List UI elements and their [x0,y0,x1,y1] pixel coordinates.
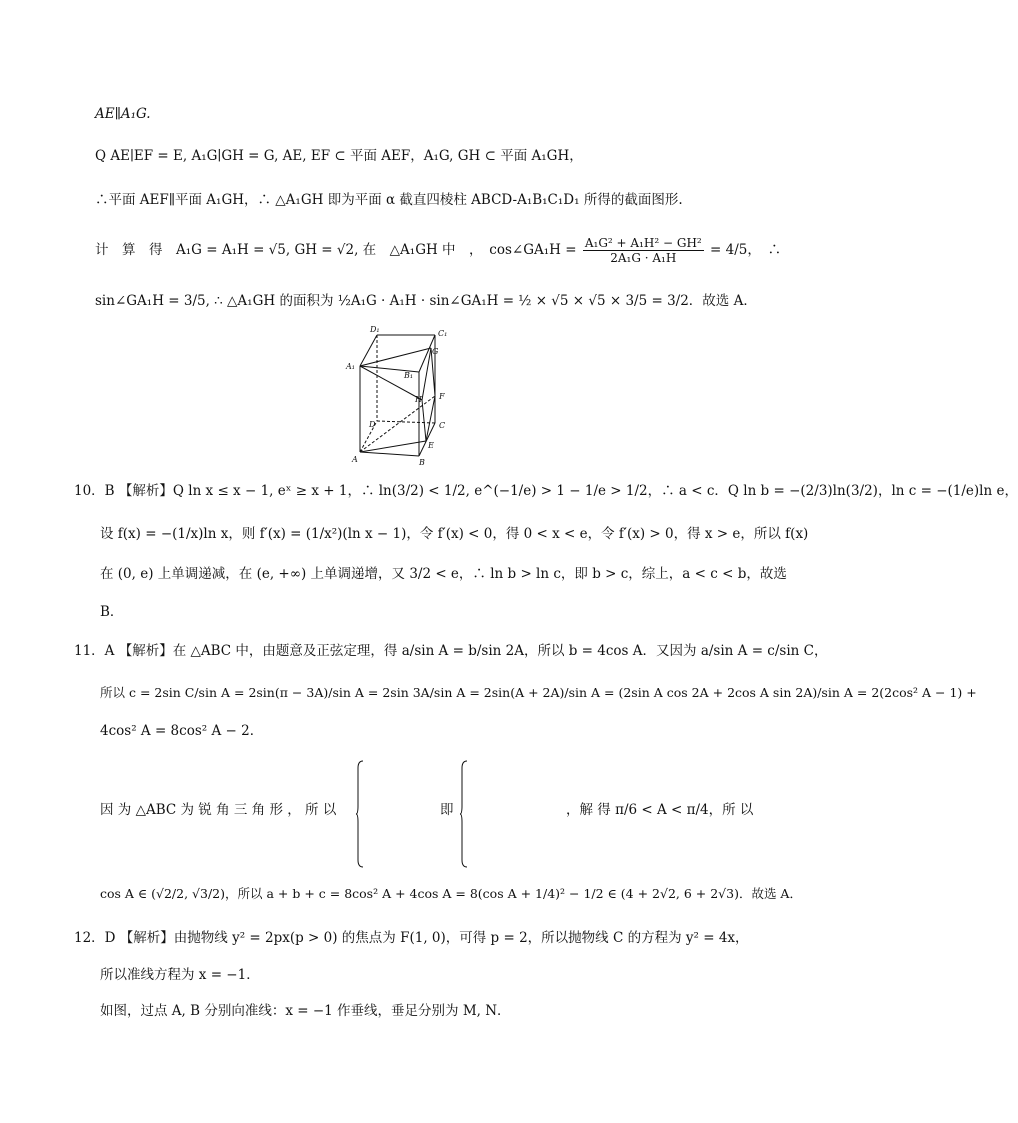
edge-bc [419,423,435,456]
label-d: D [369,420,376,429]
label-e: E [428,441,434,450]
q11-solve-text: ，解 得 π/6 < A < π/4，所 以 [566,802,754,818]
segment-fe [426,396,435,441]
line-intersections: Q AE∣EF = E, A₁G∣GH = G, AE, EF ⊂ 平面 AEF，A₁G, GH ⊂ 平面 A₁GH， [95,148,583,164]
cosine-denominator: 2A₁G · A₁H [610,251,677,265]
q11-line-3: 4cos² A = 8cos² A − 2． [100,723,264,739]
q12-line-1: 12．D 【解析】由抛物线 y² = 2px(p > 0) 的焦点为 F(1, 0)，可得 p = 2，所以抛物线 C 的方程为 y² = 4x， [74,930,749,946]
segment-he [422,400,426,441]
label-c: C [439,421,446,430]
line-cosine-calc [95,236,781,265]
cosine-result: = 4/5， ∴ [710,242,782,258]
cosine-fraction [583,236,704,265]
label-a1: A₁ [346,362,355,371]
line-plane-parallel: ∴平面 AEF∥平面 A₁GH，∴ △A₁GH 即为平面 α 截直四棱柱 ABCD-A₁B₁C₁D₁ 所得的截面图形. [95,192,683,208]
cosine-calc-text: 计 算 得 A₁G = A₁H = √5, GH = √2, 在 △A₁GH 中 ， cos∠GA₁H = [95,242,577,258]
q10-line-1: 10．B 【解析】Q ln x ≤ x − 1, eˣ ≥ x + 1，∴ ln(3/2) < 1/2, e^(−1/e) > 1 − 1/e > 1/2，∴ a < c．Q ln b = −(2/3)ln(3/2)，ln c = −(1/e)ln e， [74,483,1018,499]
edge-dc [377,421,435,423]
q11-acute-text: 因 为 △ABC 为 锐 角 三 角 形 ， 所 以 [100,802,337,818]
q12-line-3: 如图，过点 A, B 分别向准线：x = −1 作垂线，垂足分别为 M, N． [100,1003,511,1019]
segment-ae [360,441,426,452]
edge-a1d1 [360,335,377,366]
label-h: H [415,395,422,404]
q10-line-2: 设 f(x) = −(1/x)ln x，则 f′(x) = (1/x²)(ln x − 1)，令 f′(x) < 0，得 0 < x < e，令 f′(x) > 0，得 x > e，所以 f(x) [100,526,809,542]
label-c1: C₁ [438,329,448,338]
label-b: B [419,458,425,467]
q11-line-1: 11．A 【解析】在 △ABC 中，由题意及正弦定理，得 a/sin A = b/sin 2A，所以 b = 4cos A．又因为 a/sin A = c/sin C， [74,643,828,659]
cosine-numerator: A₁G² + A₁H² − GH² [584,236,702,250]
label-d1: D₁ [370,325,380,334]
q10-line-4: B． [100,604,124,620]
q10-line-3: 在 (0, e) 上单调递减，在 (e, +∞) 上单调递增，又 3/2 < e，∴ ln b > ln c，即 b > c，综上，a < c < b，故选 [100,566,787,582]
segment-a1g [360,348,431,366]
line-ae-parallel: AE∥A₁G. [95,106,151,122]
label-f: F [439,392,445,401]
prism-figure [340,323,460,465]
label-b1: B₁ [404,371,414,380]
q11-line-2: 所以 c = 2sin C/sin A = 2sin(π − 3A)/sin A = 2sin 3A/sin A = 2sin(A + 2A)/sin A = (2sin A cos 2A + 2cos A sin 2A)/sin A = 2(2cos² A − 1) + [100,685,977,700]
q11-ji-text: 即 [440,802,454,818]
q11-system-1 [356,760,446,868]
q11-line-5: cos A ∈ (√2/2, √3/2)，所以 a + b + c = 8cos² A + 4cos A = 8(cos A + 1/4)² − 1/2 ∈ (4 + 2√2, 6 + 2√3)．故选 A． [100,886,802,901]
label-a: A [352,455,358,464]
brace-2-icon [460,760,468,868]
brace-1-icon [356,760,364,868]
line-area-result: sin∠GA₁H = 3/5, ∴ △A₁GH 的面积为 ½A₁G · A₁H · sin∠GA₁H = ½ × √5 × √5 × 3/5 = 3/2．故选 A． [95,293,757,309]
q12-line-2: 所以准线方程为 x = −1． [100,967,260,983]
edge-ab [360,452,419,456]
label-g: G [432,347,439,356]
q11-system-2 [460,760,560,868]
